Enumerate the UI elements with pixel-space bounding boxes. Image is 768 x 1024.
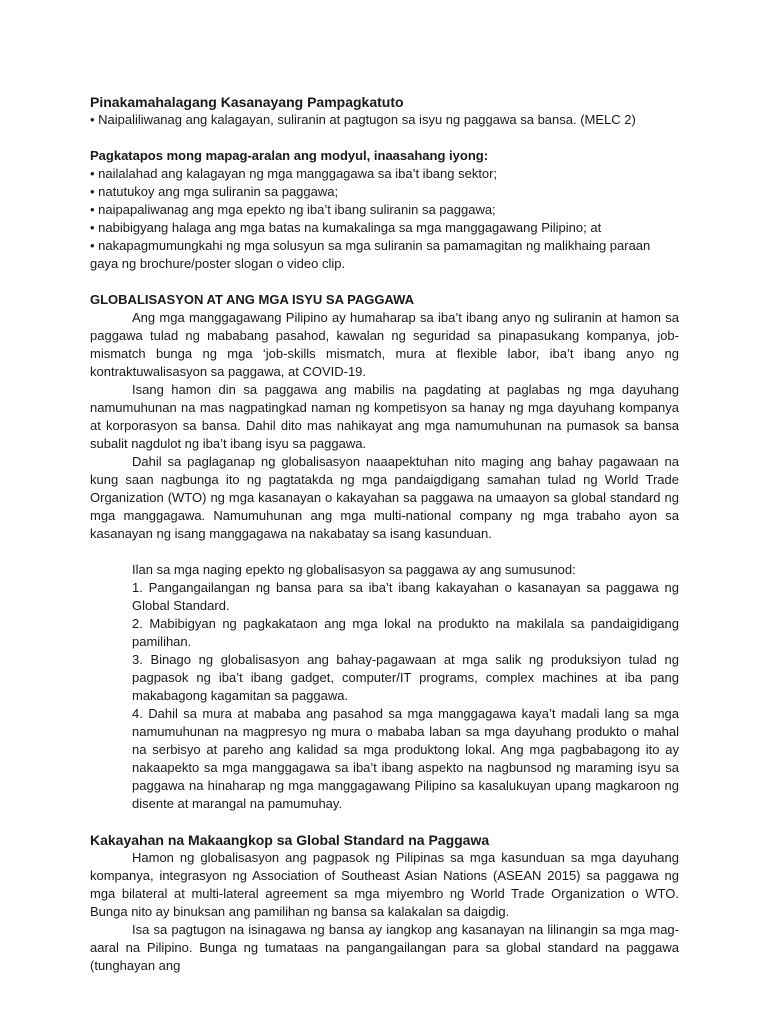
objective-item: • nabibigyang halaga ang mga batas na kumakalinga sa mga manggagawang Pilipino; at [90,220,602,235]
objectives-list [90,165,679,273]
section1-paragraph: Dahil sa paglaganap ng globalisasyon naaapektuhan nito maging ang bahay pagawaan na kung saan nagbunga ito ng pagtatakda ng mga pandaigdigang samahan tulad ng World Trade Organization (WTO) ng mga kasanayan o kakayahan sa paggawa na umaayon sa global standard ng mga manggagawa. Namumuhunan ang mga multi-national company ng mga trabaho ayon sa kasanayan ng isang manggagawa na nakabatay sa isang kasunduan. [90,454,679,541]
section2-paragraph: Isa sa pagtugon na isinagawa ng bansa ay iangkop ang kasanayan na lilinangin sa mga mag-aaral na Pilipino. Bunga ng tumataas na pangangailangan para sa global standard na paggawa (tunghayan ang [90,922,679,973]
effect-item: 1. Pangangailangan ng bansa para sa iba’t ibang kakayahan o kasanayan sa paggawa ng Global Standard. [132,580,679,613]
effect-item: 4. Dahil sa mura at mababa ang pasahod sa mga manggagawa kaya’t madali lang sa mga namumuhunan na magpresyo ng mura o mababa laban sa mga dayuhang produkto o mahal na serbisyo at pareho ang kalidad sa mga produktong lokal. Ang mga pagbabagong ito ay nakaapekto sa mga manggagawa sa iba’t ibang aspekto na nagbunsod ng maraming isyu sa paggawa na hinaharap ng mga manggagawang Pilipino sa kasalukuyan upang magkaroon ng disente at marangal na pamumuhay. [132,706,679,811]
section1-paragraph: Isang hamon din sa paggawa ang mabilis na pagdating at paglabas ng mga dayuhang namumuhunan na mas nagpatingkad naman ng kompetisyon sa hanay ng mga dayuhang kompanya at korporasyon sa bansa. Dahil dito mas nahikayat ang mga namumuhunan na pumasok sa bansa subalit nagdulot ng iba’t ibang isyu sa paggawa. [90,382,679,451]
effects-intro: Ilan sa mga naging epekto ng globalisasyon sa paggawa ay ang sumusunod: [132,562,576,577]
section1-paragraph: Ang mga manggagawang Pilipino ay humaharap sa iba’t ibang anyo ng suliranin at hamon sa paggawa tulad ng mababang pasahod, kawalan ng seguridad sa pinapasukang kompanya, job-mismatch bunga ng mga ‘job-skills mismatch, mura at flexible labor, iba’t ibang anyo ng kontraktuwalisasyon sa paggawa, at COVID-19. [90,310,679,379]
section2-heading: Kakayahan na Makaangkop sa Global Standard na Paggawa [90,832,490,848]
section2-paragraph: Hamon ng globalisasyon ang pagpasok ng Pilipinas sa mga kasunduan sa mga dayuhang kompanya, integrasyon ng Association of Southeast Asian Nations (ASEAN 2015) sa paggawa ng mga bilateral at multi-lateral agreement sa mga miyembro ng World Trade Organization o WTO. Bunga nito ay binuksan ang pamilihan ng bansa sa kalakalan sa daigdig. [90,850,679,919]
objective-item: • natutukoy ang mga suliranin sa paggawa; [90,184,339,199]
objectives-heading: Pagkatapos mong mapag-aralan ang modyul, inaasahang iyong: [90,148,489,163]
section1-heading: GLOBALISASYON AT ANG MGA ISYU SA PAGGAWA [90,292,415,307]
competency-statement: • Naipaliliwanag ang kalagayan, suliranin at pagtugon sa isyu ng paggawa sa bansa. (MELC 2) [90,112,636,127]
competency-heading: Pinakamahalagang Kasanayang Pampagkatuto [90,94,404,110]
objective-item: • nailalahad ang kalagayan ng mga manggagawa sa iba’t ibang sektor; [90,166,498,181]
effect-item: 3. Binago ng globalisasyon ang bahay-pagawaan at mga salik ng produksiyon tulad ng pagpasok ng iba’t ibang gadget, computer/IT programs, complex machines at iba pang makabagong kagamitan sa paggawa. [132,652,679,703]
objective-item: • naipapaliwanag ang mga epekto ng iba’t ibang suliranin sa paggawa; [90,202,496,217]
effect-item: 2. Mabibigyan ng pagkakataon ang mga lokal na produkto na makilala sa pandaigidigang pamilihan. [132,616,679,649]
objective-item: • nakapagmumungkahi ng mga solusyun sa mga suliranin sa pamamagitan ng malikhaing paraan gaya ng brochure/poster slogan o video clip. [90,238,651,271]
